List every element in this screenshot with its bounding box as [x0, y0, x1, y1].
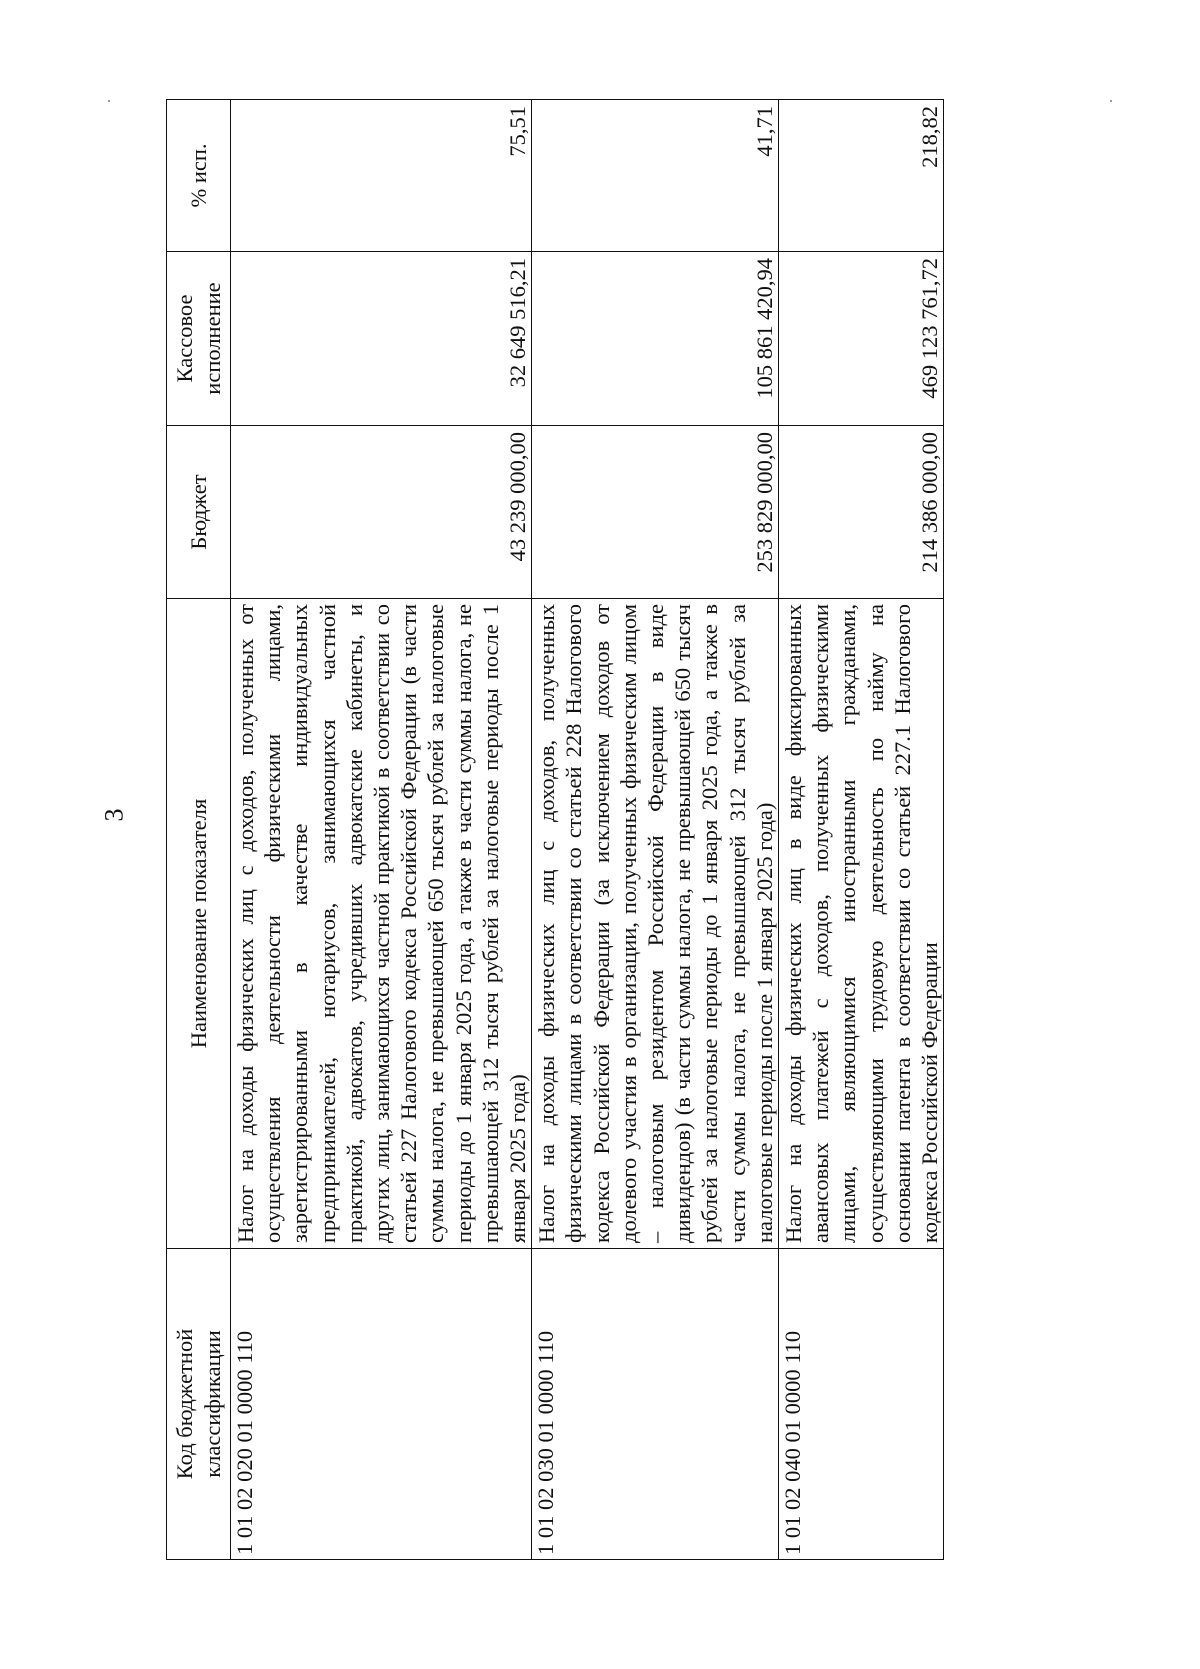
- row-percent: 41,71: [532, 100, 779, 252]
- table-header-row: [167, 100, 231, 1560]
- scan-speck: [1110, 100, 1112, 102]
- budget-table: [166, 99, 944, 1560]
- row-budget: 43 239 000,00: [231, 426, 532, 599]
- table-row: [532, 100, 779, 1560]
- row-budget: 253 829 000,00: [532, 426, 779, 599]
- row-percent: 75,51: [231, 100, 532, 252]
- row-code: 1 01 02 030 01 0000 110: [532, 1249, 779, 1560]
- header-execution: Кассовое исполнение: [167, 252, 231, 426]
- row-name: Налог на доходы физических лиц с доходов, полученных от осуществления деятельности физическими лицами, зарегистрированными в качестве индивидуальных предпринимателей, нотариусов, занимающихся частной практикой, адвокатов, учредивших адвокатские кабинеты, и других лиц, занимающихся частной практикой в соответствии со статьей 227 Налогового кодекса Российской Федерации (в части суммы налога, не превышающей 650 тысяч рублей за налоговые периоды до 1 января 2025 года, а также в части суммы налога, не превышающей 312 тысяч рублей за налоговые периоды после 1 января 2025 года): [231, 599, 532, 1249]
- row-execution: 32 649 516,21: [231, 252, 532, 426]
- row-name: Налог на доходы физических лиц с доходов, полученных физическими лицами в соответствии со статьей 228 Налогового кодекса Российской Федерации (за исключением доходов от долевого участия в организации, полученных физическим лицом – налоговым резидентом Российской Федерации в виде дивидендов) (в части суммы налога, не превышающей 650 тысяч рублей за налоговые периоды до 1 января 2025 года, а также в части суммы налога, не превышающей 312 тысяч рублей за налоговые периоды после 1 января 2025 года): [532, 599, 779, 1249]
- row-code: 1 01 02 020 01 0000 110: [231, 1249, 532, 1560]
- header-percent: % исп.: [167, 100, 231, 252]
- table-row: [231, 100, 532, 1560]
- row-execution: 105 861 420,94: [532, 252, 779, 426]
- row-budget: 214 386 000,00: [779, 426, 944, 599]
- row-name: Налог на доходы физических лиц в виде фиксированных авансовых платежей с доходов, полученных физическими лицами, являющимися иностранными гражданами, осуществляющими трудовую деятельность по найму на основании патента в соответствии со статьей 227.1 Налогового кодекса Российской Федерации: [779, 599, 944, 1249]
- row-percent: 218,82: [779, 100, 944, 252]
- header-code: Код бюджетной классификации: [167, 1249, 231, 1560]
- table-row: [779, 100, 944, 1560]
- scan-speck: [108, 100, 110, 102]
- row-code: 1 01 02 040 01 0000 110: [779, 1249, 944, 1560]
- page-number: 3: [99, 808, 129, 822]
- rotated-table-wrapper: [166, 100, 943, 1560]
- row-execution: 469 123 761,72: [779, 252, 944, 426]
- header-name: Наименование показателя: [167, 599, 231, 1249]
- header-budget: Бюджет: [167, 426, 231, 599]
